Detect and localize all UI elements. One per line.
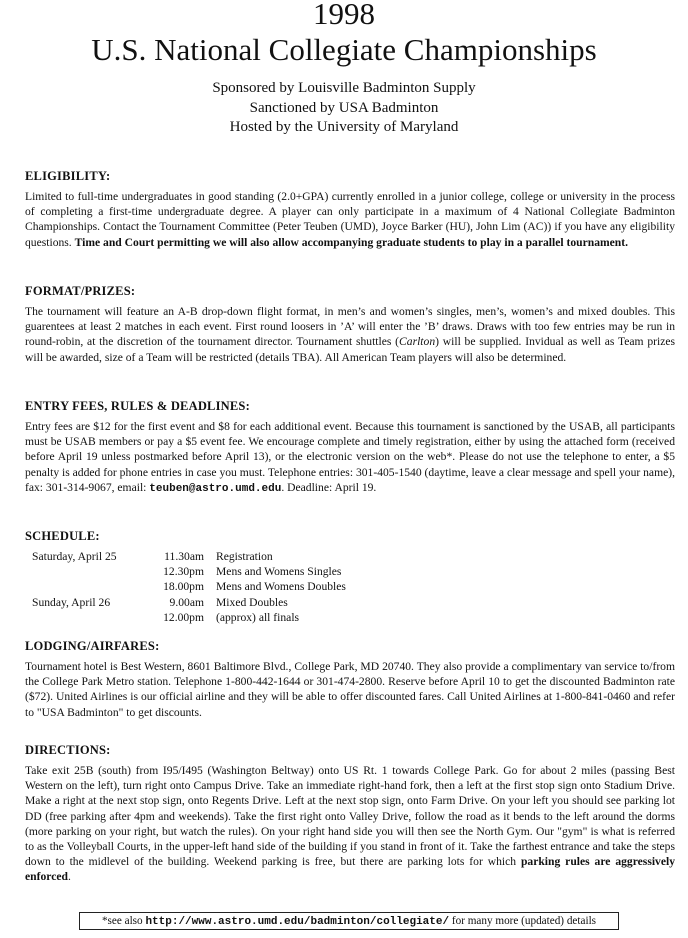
footer-prefix: *see also — [101, 915, 146, 927]
sanction-line: Sanctioned by USA Badminton — [249, 100, 439, 116]
schedule-row — [32, 564, 346, 579]
schedule-time: 12.00pm — [163, 610, 204, 624]
schedule-event: Registration — [216, 550, 273, 563]
format-heading: FORMAT/PRIZES: — [25, 284, 136, 298]
entry-body: Entry fees are $12 for the first event and $8 for each additional event. Because this tournament is sanctioned by the USAB, all participants must be USAB members or pay a $5 event fee. We encourage complete and timely registration, either by using the attached form (received before April 19 unless postmarked before April 13), or the electronic version on the web*. Please do not use the telephone to enter, a $5 penalty is added for phone entries in case you must. Telephone entries: 301-405-1540 (daytime, leave a clear message and spell your name), fax: 301-314-9067, email: — [25, 420, 675, 494]
format-italic: Carlton — [399, 335, 436, 349]
schedule-event: Mixed Doubles — [216, 595, 288, 609]
directions-end: . — [67, 870, 71, 884]
schedule-event: Mens and Womens Singles — [216, 565, 342, 579]
schedule-day — [32, 579, 144, 594]
directions-heading: DIRECTIONS: — [25, 743, 111, 757]
eligibility-bold: Time and Court permitting we will also allow accompanying graduate students to play in a parallel tournament. — [74, 235, 629, 249]
schedule-day: Sunday, April 26 — [32, 595, 111, 609]
schedule-day — [32, 564, 144, 579]
directions-text — [25, 763, 675, 885]
schedule-event: Mens and Womens Doubles — [216, 580, 346, 594]
format-body-2: ) will be supplied. Invidual as well as Team prizes will be awarded, size of a Team will be restricted (details TBA). All American Team players will also be determined. — [25, 335, 675, 364]
footer-suffix: for many more (updated) details — [449, 915, 597, 927]
schedule-row — [32, 579, 346, 594]
entry-heading: ENTRY FEES, RULES & DEADLINES: — [25, 399, 250, 413]
eligibility-text — [25, 189, 675, 250]
schedule-table — [32, 549, 346, 625]
schedule-event: (approx) all finals — [216, 610, 300, 624]
schedule-time: 18.00pm — [163, 580, 204, 594]
year-title: 1998 — [313, 0, 375, 31]
format-body-1: The tournament will feature an A-B drop-down flight format, in men’s and women’s singles, men’s, women’s and mixed doubles. This guarentees at least 2 matches in each event. First round loosers in ’A’ will enter the ’B’ draws. Draws with too few entries may be run in round-robin, at the discretion of the tournament director. Tournament shuttles ( — [25, 305, 675, 349]
lodging-heading: LODGING/AIRFARES: — [25, 639, 160, 653]
lodging-text: Tournament hotel is Best Western, 8601 Baltimore Blvd., College Park, MD 20740. They also provide a complimentary van service to/from the College Park Metro station. Telephone 1-800-442-1644 or 301-474-2800. Reserve before April 10 to get the discounted Badminton rate ($72). United Airlines is our official airline and they will be able to offer discounted fares. Call United Airlines at 1-800-841-0460 and refer to "USA Badminton" to get discounts. — [25, 660, 675, 719]
footer-note — [79, 912, 619, 930]
page-title: U.S. National Collegiate Championships — [91, 32, 597, 67]
directions-body: Take exit 25B (south) from I95/I495 (Washington Beltway) onto US Rt. 1 towards College Park. Go for about 2 miles (passing Best Western on the left), turn right onto Campus Drive. Take an immediate right-hand fork, then a left at the first stop sign onto Stadium Drive. Make a right at the next stop sign, onto Regents Drive. Left at the next stop sign, onto Farm Drive. On your left you should see parking lot DD (free parking after 4pm and weekends). Take the first right onto Valley Drive, follow the road as it bends to the left around the dorms (more parking on your right, but watch the rules). On your right hand side you will then see the North Gym. Our "gym" is what is referred to as the Volleyball Courts, in the upper-left hand side of the building if you stand in front of it. Take the farthest entrance and take the steps down to the midlevel of the building. Weekend parking is free, but there are parking lots for which — [25, 764, 675, 869]
footer-url-link[interactable]: http://www.astro.umd.edu/badminton/collegiate/ — [145, 916, 450, 928]
schedule-time: 11.30am — [164, 550, 204, 563]
host-line: Hosted by the University of Maryland — [229, 119, 459, 135]
sponsor-line: Sponsored by Louisville Badminton Supply — [212, 80, 476, 96]
schedule-day — [32, 610, 144, 625]
schedule-row — [32, 610, 346, 625]
schedule-row — [32, 549, 346, 564]
schedule-row — [32, 595, 346, 610]
entry-text — [25, 419, 675, 497]
email-link[interactable]: teuben@astro.umd.edu — [149, 482, 282, 495]
schedule-time: 12.30pm — [163, 565, 204, 579]
entry-deadline: . Deadline: April 19. — [281, 480, 377, 494]
schedule-time: 9.00am — [169, 595, 204, 609]
eligibility-heading: ELIGIBILITY: — [25, 169, 111, 183]
format-text — [25, 304, 675, 365]
directions-bold: parking rules are aggressively enforced — [25, 855, 676, 884]
schedule-day: Saturday, April 25 — [32, 550, 117, 563]
schedule-heading: SCHEDULE: — [25, 529, 100, 543]
eligibility-body: Limited to full-time undergraduates in good standing (2.0+GPA) currently enrolled in a junior college, college or university in the process of completing a first-time undergraduate degree. A player can only participate in a maximum of 4 National Collegiate Badminton Championships. Contact the Tournament Committee (Peter Teuben (UMD), Joyce Barker (HU), John Lim (AC)) if you have any eligibility questions. — [25, 190, 675, 249]
